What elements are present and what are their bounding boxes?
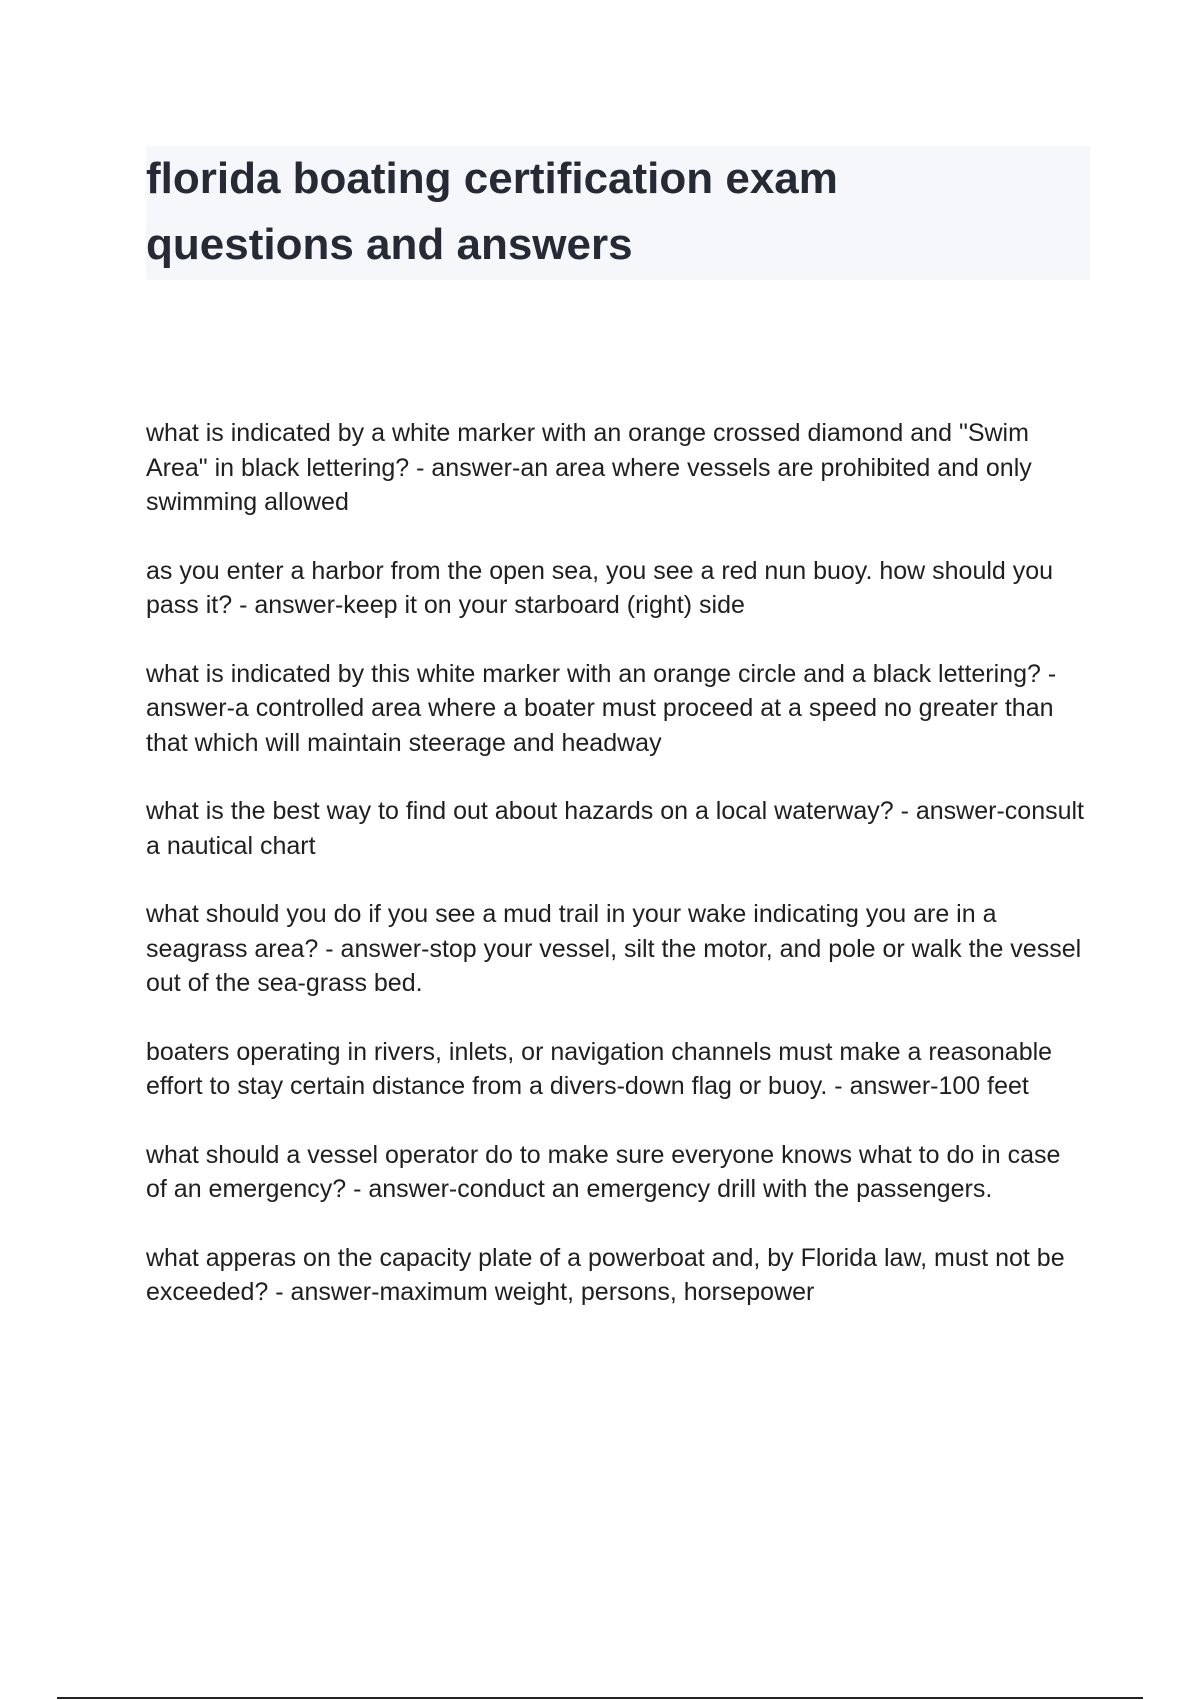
qa-item-7: what should a vessel operator do to make sure everyone knows what to do in case of an emergency? - answer-conduct an emergency drill with the passengers. [146,1140,1061,1203]
footer-divider [57,1697,1143,1699]
page-title-line-1: florida boating certification exam [146,154,838,203]
qa-item-2: as you enter a harbor from the open sea, you see a red nun buoy. how should you pass it? - answer-keep it on your starboard (right) side [146,556,1054,619]
qa-list [146,416,1086,1344]
title-banner [146,146,1090,280]
page-title [146,146,1090,278]
page-title-line-2: questions and answers [146,220,633,269]
qa-item-5: what should you do if you see a mud trail in your wake indicating you are in a seagrass area? - answer-stop your vessel, silt the motor, and pole or walk the vessel out of the sea-grass bed. [146,900,1082,997]
qa-item-1: what is indicated by a white marker with an orange crossed diamond and "Swim Area" in black lettering? - answer-an area where vessels are prohibited and only swimming allowed [146,419,1032,516]
qa-item-3: what is indicated by this white marker with an orange circle and a black lettering? - answer-a controlled area where a boater must proceed at a speed no greater than that which will maintain steerage and headway [146,659,1057,757]
qa-item-8: what apperas on the capacity plate of a powerboat and, by Florida law, must not be exceeded? - answer-maximum weight, persons, horsepower [146,1243,1065,1306]
qa-item-6: boaters operating in rivers, inlets, or navigation channels must make a reasonable effort to stay certain distance from a divers-down flag or buoy. - answer-100 feet [146,1037,1053,1100]
qa-item-4: what is the best way to find out about hazards on a local waterway? - answer-consult a nautical chart [146,797,1085,860]
